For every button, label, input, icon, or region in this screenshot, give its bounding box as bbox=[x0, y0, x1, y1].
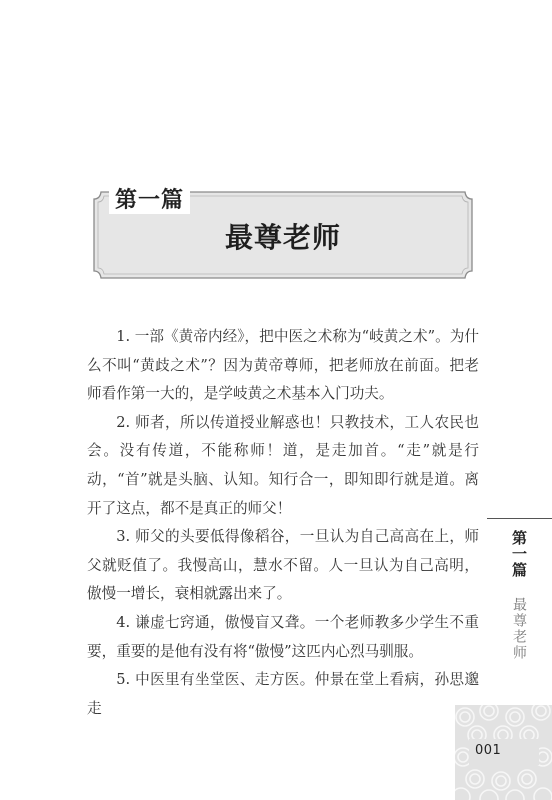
side-tab-chapter: 第一篇 bbox=[510, 530, 528, 578]
side-tab-rule bbox=[487, 518, 552, 519]
chapter-label: 第一篇 bbox=[109, 188, 190, 214]
chapter-title: 最尊老师 bbox=[224, 221, 341, 254]
decorative-cloud-pattern bbox=[455, 705, 552, 800]
chapter-title-frame bbox=[92, 190, 474, 280]
page-number: 001 bbox=[475, 743, 502, 758]
side-chapter-tab bbox=[490, 530, 530, 661]
paragraph-5: 5. 中医里有坐堂医、走方医。仲景在堂上看病，孙思邈走 bbox=[87, 671, 479, 717]
paragraph-2: 2. 师者，所以传道授业解惑也！只教技术，工人农民也会。没有传道，不能称师！道，是走加首。“走”就是行动，“首”就是头脑、认知。知行合一，即知即行就是道。离开了这点，都不是真正的师父！ bbox=[87, 413, 479, 517]
side-tab-title: 最尊老师 bbox=[511, 597, 527, 661]
paragraph-1: 1. 一部《黄帝内经》，把中医之术称为“岐黄之术”。为什么不叫“黄歧之术”？因为黄帝尊师，把老师放在前面。把老师看作第一大的，是学岐黄之术基本入门功夫。 bbox=[87, 328, 479, 403]
paragraph-3: 3. 师父的头要低得像稻谷，一旦认为自己高高在上，师父就贬值了。我慢高山，慧水不留。人一旦认为自己高明，傲慢一增长，衰相就露出来了。 bbox=[87, 528, 479, 603]
body-text bbox=[87, 323, 479, 723]
paragraph-4: 4. 谦虚七窍通，傲慢盲又聋。一个老师教多少学生不重要，重要的是他有没有将“傲慢”这匹内心烈马驯服。 bbox=[87, 613, 479, 660]
